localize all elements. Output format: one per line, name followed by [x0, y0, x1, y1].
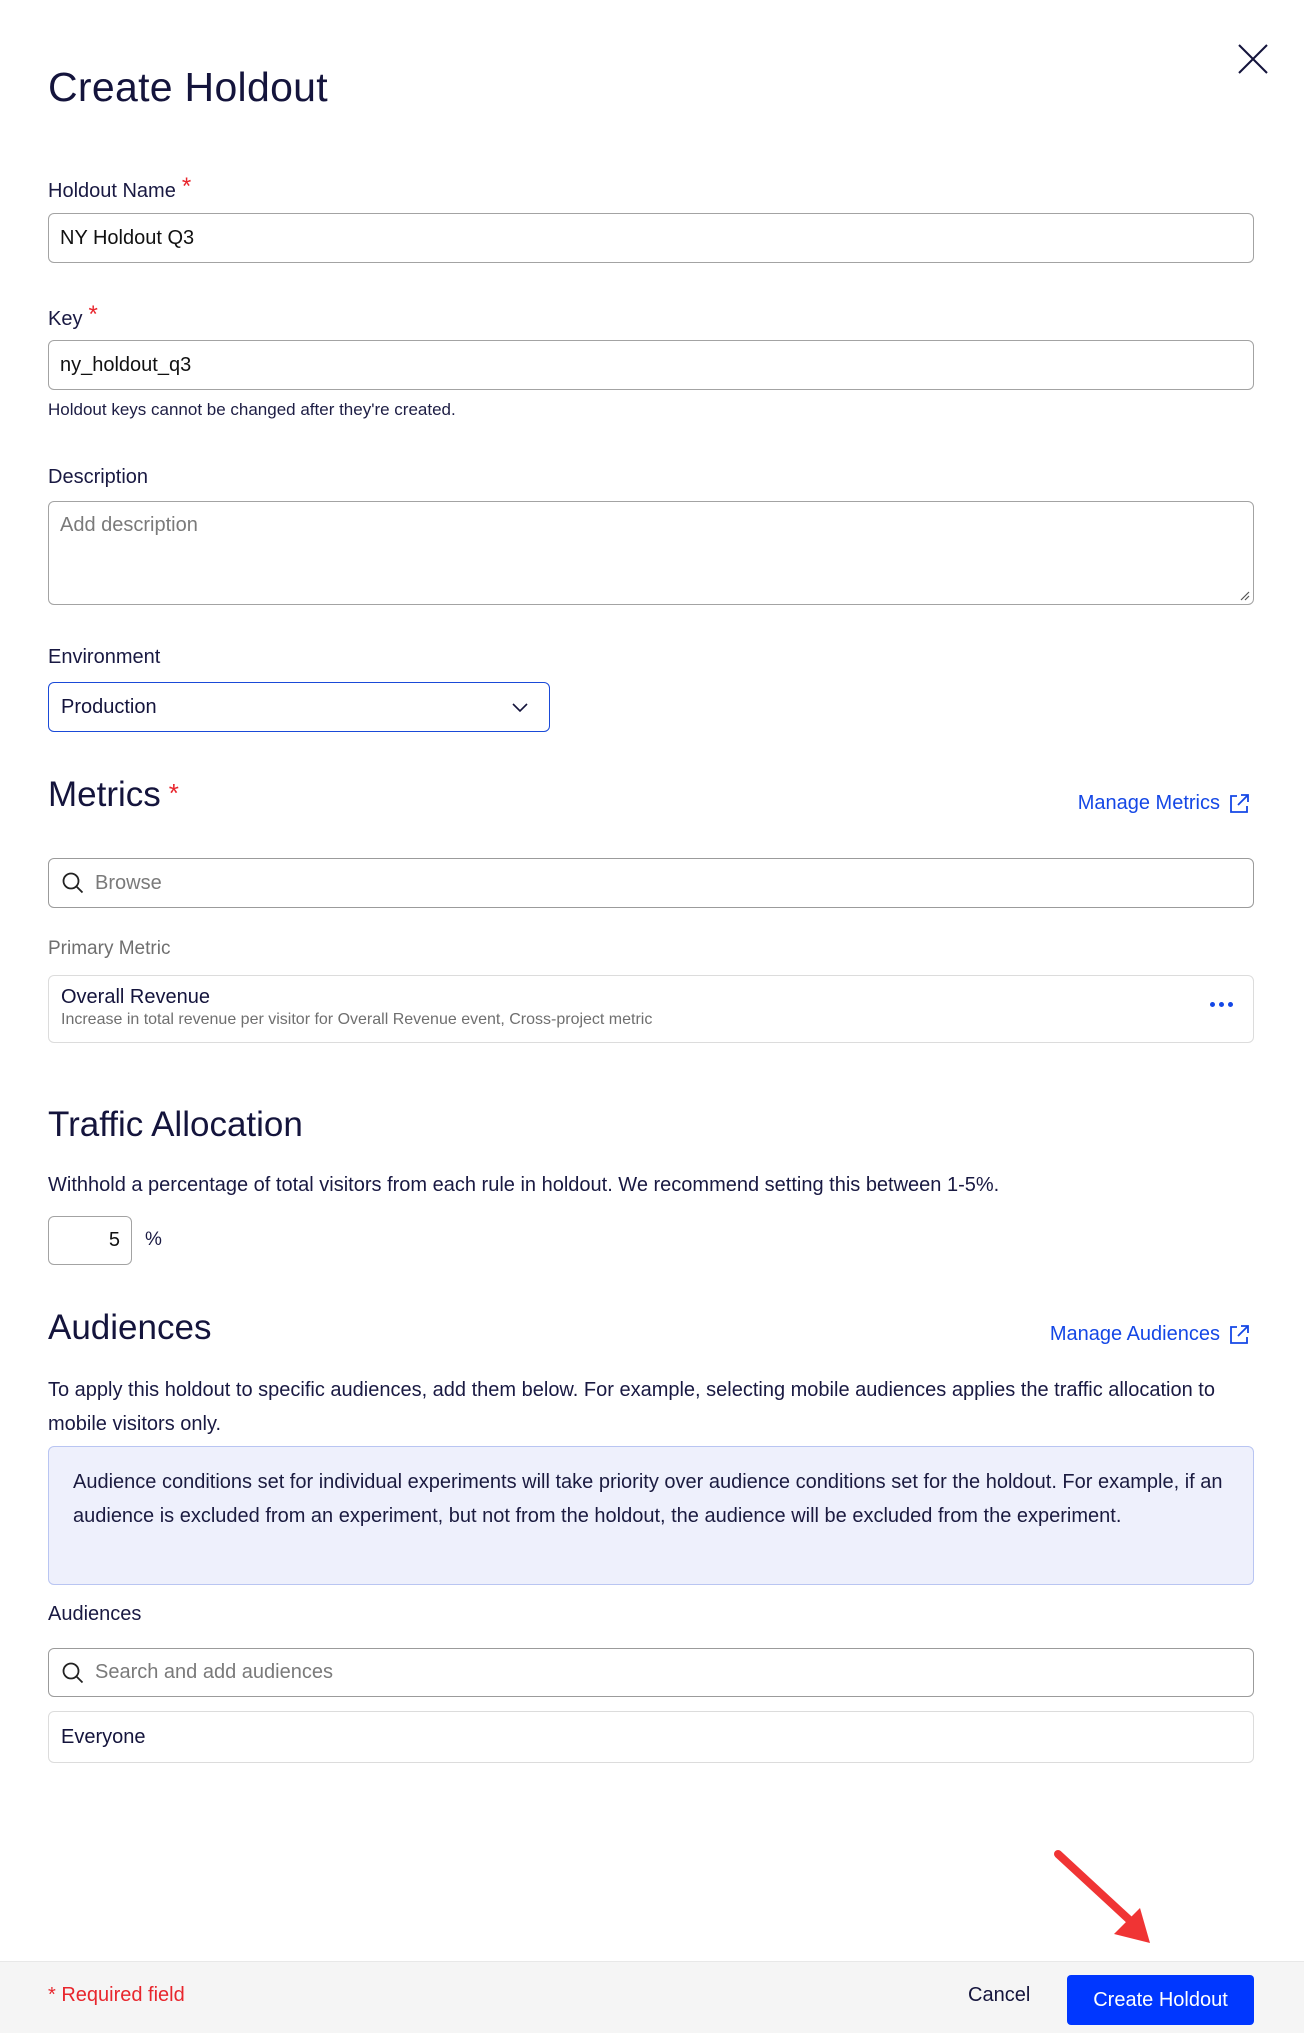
audience-name: Everyone: [61, 1725, 146, 1748]
close-button[interactable]: [1236, 42, 1270, 76]
manage-audiences-label: Manage Audiences: [1049, 1323, 1220, 1345]
dialog-footer: [0, 1961, 1304, 2033]
page-title: Create Holdout: [48, 64, 328, 110]
search-icon: [61, 1661, 85, 1685]
holdout-name-value: NY Holdout Q3: [60, 226, 195, 249]
annotation-arrow-icon: [1040, 1840, 1170, 1960]
traffic-allocation-description: Withhold a percentage of total visitors from each rule in holdout. We recommend setting this between 1-5%.: [48, 1174, 1000, 1196]
search-icon: [61, 871, 85, 895]
environment-selected-value: Production: [61, 695, 157, 718]
audience-priority-notice: Audience conditions set for individual experiments will take priority over audience conditions set for the holdout. For example, if an audience is excluded from an experiment, but not from the holdout, the audience will be excluded from the experiment.: [48, 1446, 1254, 1585]
key-value: ny_holdout_q3: [60, 353, 192, 376]
audiences-search-placeholder: Search and add audiences: [95, 1661, 333, 1683]
key-input[interactable]: [48, 340, 1254, 390]
primary-metric-card[interactable]: [48, 975, 1254, 1043]
key-label: [48, 301, 98, 332]
holdout-name-input[interactable]: [48, 213, 1254, 263]
audiences-field-label: Audiences: [48, 1603, 142, 1625]
audience-list-item[interactable]: [48, 1711, 1254, 1763]
audiences-description: To apply this holdout to specific audiences, add them below. For example, selecting mobile audiences applies the traffic allocation to mobile visitors only.: [48, 1379, 1215, 1435]
required-asterisk: *: [181, 173, 192, 200]
primary-metric-description: Increase in total revenue per visitor for Overall Revenue event, Cross-project metric: [61, 1011, 653, 1028]
manage-metrics-label: Manage Metrics: [1077, 792, 1220, 814]
description-label: Description: [48, 466, 149, 488]
key-label-text: Key: [48, 308, 83, 330]
audiences-search-input[interactable]: [48, 1648, 1254, 1697]
metrics-heading-text: Metrics: [48, 775, 161, 814]
close-icon: [1236, 42, 1270, 76]
traffic-percentage-value: 5: [108, 1229, 120, 1251]
chevron-down-icon: [511, 701, 529, 713]
external-link-icon: [1228, 793, 1250, 815]
traffic-allocation-heading: Traffic Allocation: [48, 1105, 303, 1144]
required-asterisk: *: [88, 301, 98, 328]
primary-metric-name: Overall Revenue: [61, 986, 210, 1008]
required-asterisk: *: [168, 778, 179, 808]
holdout-name-label-text: Holdout Name: [48, 180, 176, 202]
cancel-button[interactable]: Cancel: [968, 1984, 1031, 2006]
primary-metric-label: Primary Metric: [48, 938, 171, 959]
description-placeholder: Add description: [60, 514, 198, 536]
environment-select[interactable]: [48, 682, 550, 732]
holdout-name-label: [48, 173, 192, 204]
metrics-search-input[interactable]: [48, 858, 1254, 908]
create-holdout-button[interactable]: Create Holdout: [1067, 1975, 1254, 2025]
description-textarea[interactable]: [48, 501, 1254, 605]
manage-metrics-link[interactable]: [1078, 792, 1250, 815]
percent-unit: %: [145, 1229, 162, 1250]
metrics-search-placeholder: Browse: [95, 871, 162, 894]
traffic-percentage-input[interactable]: [48, 1216, 132, 1265]
external-link-icon: [1228, 1324, 1250, 1346]
resize-handle-icon[interactable]: [1240, 591, 1250, 601]
audiences-heading: Audiences: [48, 1308, 212, 1347]
metrics-heading: [48, 775, 179, 815]
required-field-note: * Required field: [48, 1984, 185, 2006]
environment-label: Environment: [48, 646, 161, 668]
manage-audiences-link[interactable]: [1050, 1323, 1250, 1346]
more-options-icon[interactable]: [1210, 1002, 1233, 1007]
key-helper-text: Holdout keys cannot be changed after they're created.: [48, 400, 456, 419]
